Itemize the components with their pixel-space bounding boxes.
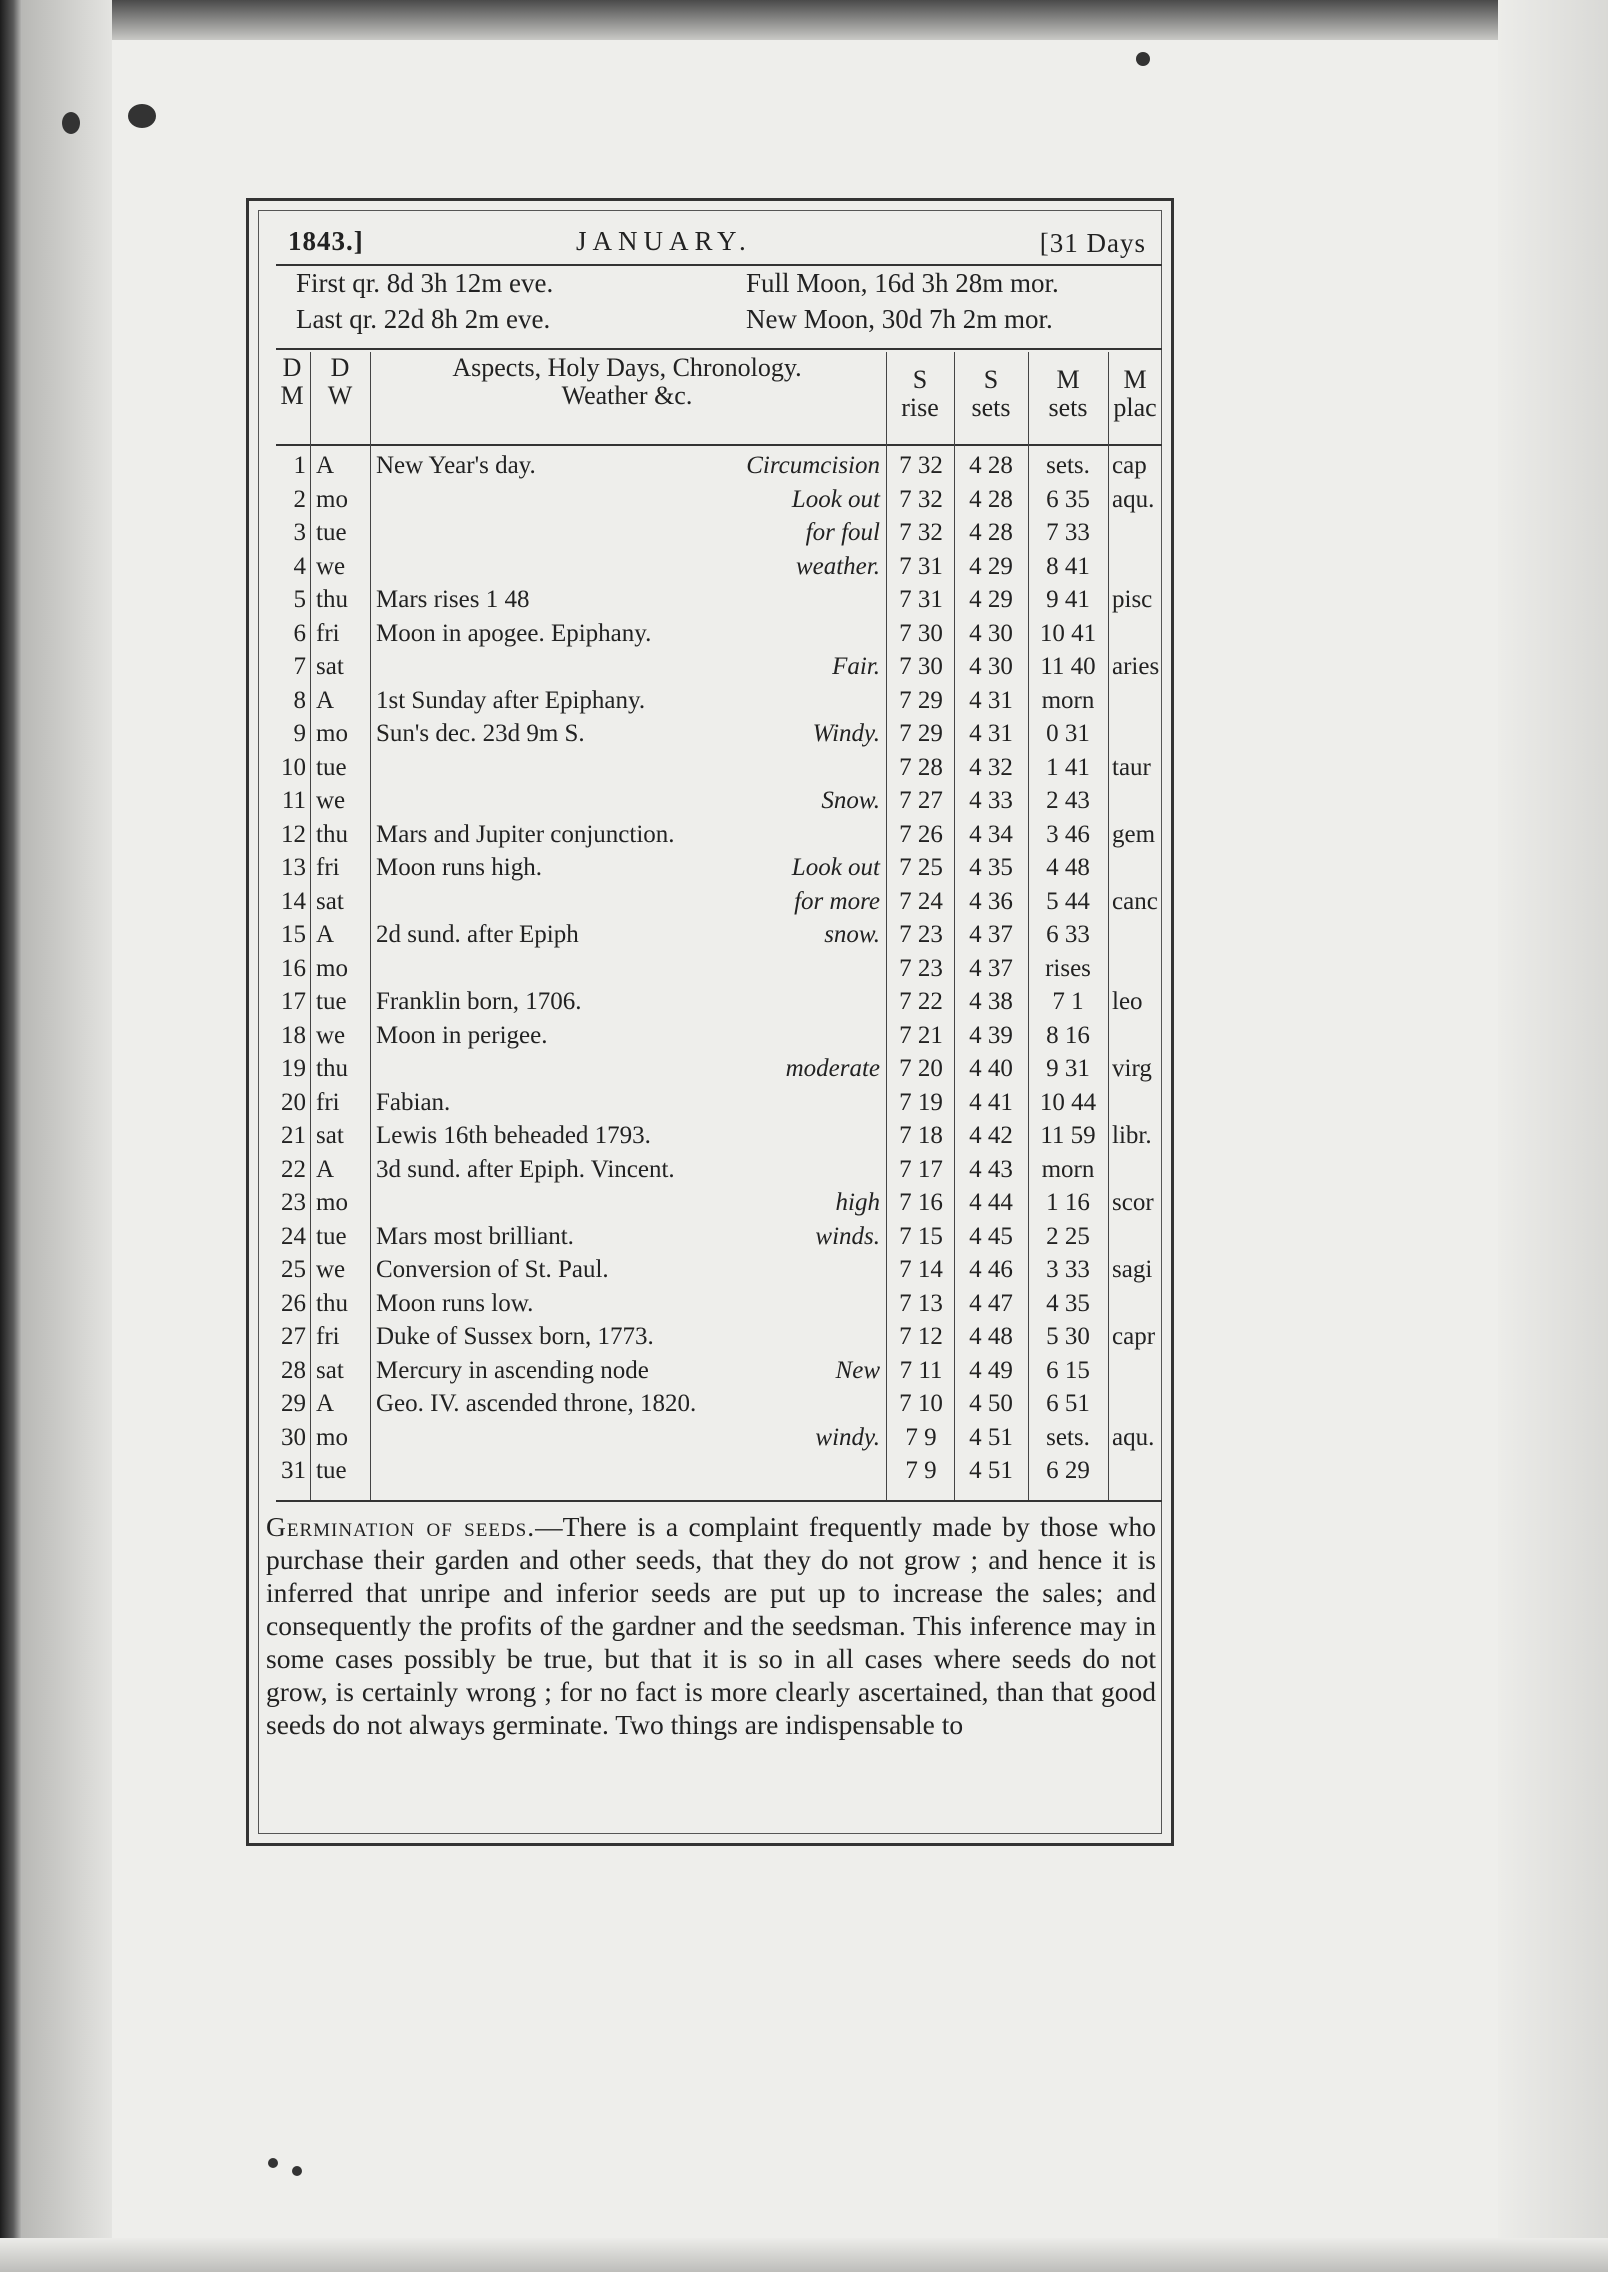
full-moon: Full Moon, 16d 3h 28m mor. bbox=[746, 268, 1059, 298]
weather-label: for foul bbox=[805, 519, 880, 546]
sun-sets: 4 37 bbox=[969, 954, 1013, 982]
col-head-day-week: D W bbox=[327, 353, 353, 410]
moon-place: taur bbox=[1112, 753, 1151, 781]
day-of-month: 7 bbox=[293, 653, 306, 680]
aspect-text: Conversion of St. Paul. bbox=[376, 1256, 609, 1283]
table-row bbox=[276, 1290, 1162, 1324]
day-of-month: 18 bbox=[281, 1021, 306, 1049]
sun-rise: 7 32 bbox=[899, 452, 943, 479]
moon-sets: 6 51 bbox=[1046, 1390, 1090, 1417]
sun-rise: 7 25 bbox=[899, 854, 943, 881]
sun-rise: 7 22 bbox=[899, 988, 943, 1015]
day-of-week: we bbox=[316, 1256, 346, 1283]
moon-sets: 11 59 bbox=[1040, 1122, 1096, 1149]
aspect-text: Moon in perigee. bbox=[376, 1021, 548, 1049]
weather-label: moderate bbox=[785, 1055, 880, 1082]
day-of-week: mo bbox=[316, 1189, 348, 1216]
moon-sets: 3 33 bbox=[1046, 1256, 1090, 1283]
sun-rise: 7 16 bbox=[899, 1189, 943, 1216]
table-row bbox=[276, 620, 1162, 654]
article-title: Germination of seeds. bbox=[266, 1511, 536, 1542]
day-of-month: 30 bbox=[281, 1423, 306, 1451]
moon-sets: rises bbox=[1045, 954, 1091, 982]
aspect-text: Franklin born, 1706. bbox=[376, 988, 582, 1015]
day-of-month: 28 bbox=[281, 1356, 306, 1384]
aspect-text: Mars rises 1 48 bbox=[376, 586, 530, 613]
table-row bbox=[276, 1424, 1162, 1458]
sun-sets: 4 41 bbox=[969, 1088, 1013, 1116]
sun-sets: 4 46 bbox=[969, 1256, 1013, 1283]
table-row bbox=[276, 553, 1162, 587]
aspect-text: Duke of Sussex born, 1773. bbox=[376, 1323, 654, 1350]
sun-rise: 7 10 bbox=[899, 1390, 943, 1417]
sun-rise: 7 9 bbox=[905, 1423, 937, 1451]
table-row bbox=[276, 586, 1162, 620]
day-of-month: 10 bbox=[281, 753, 306, 781]
page-edge-bottom bbox=[0, 2238, 1608, 2272]
header-days: [31 Days bbox=[1039, 228, 1146, 258]
day-of-month: 20 bbox=[281, 1088, 306, 1116]
day-of-month: 17 bbox=[281, 988, 306, 1015]
moon-sets: 6 35 bbox=[1046, 485, 1090, 513]
new-moon: New Moon, 30d 7h 2m mor. bbox=[746, 304, 1053, 334]
table-row bbox=[276, 1089, 1162, 1123]
day-of-month: 26 bbox=[281, 1289, 306, 1317]
sun-sets: 4 47 bbox=[969, 1289, 1013, 1317]
table-row bbox=[276, 888, 1162, 922]
moon-sets: 2 25 bbox=[1046, 1222, 1090, 1250]
day-of-month: 8 bbox=[293, 686, 306, 714]
day-of-month: 16 bbox=[281, 954, 306, 982]
moon-place: virg bbox=[1112, 1055, 1152, 1082]
moon-sets: 8 16 bbox=[1046, 1021, 1090, 1049]
moon-sets: 4 35 bbox=[1046, 1289, 1090, 1317]
day-of-week: tue bbox=[316, 519, 347, 546]
day-of-week: thu bbox=[316, 1289, 348, 1317]
day-of-month: 29 bbox=[281, 1390, 306, 1417]
day-of-month: 27 bbox=[281, 1323, 306, 1350]
day-of-week: A bbox=[316, 921, 335, 948]
day-of-month: 22 bbox=[281, 1155, 306, 1183]
weather-label: Snow. bbox=[821, 787, 880, 814]
aspect-text: Mercury in ascending node bbox=[376, 1356, 649, 1384]
aspect-text: Moon in apogee. Epiphany. bbox=[376, 619, 652, 647]
weather-label: high bbox=[835, 1189, 880, 1216]
day-of-month: 19 bbox=[281, 1055, 306, 1082]
binding-hole bbox=[1136, 52, 1150, 66]
sun-sets: 4 29 bbox=[969, 586, 1013, 613]
moon-sets: sets. bbox=[1046, 1423, 1090, 1451]
day-of-week: sat bbox=[316, 1356, 344, 1384]
moon-place: canc bbox=[1112, 887, 1158, 915]
aspect-text: Moon runs high. bbox=[376, 854, 542, 881]
moon-place: scor bbox=[1112, 1189, 1154, 1216]
day-of-week: fri bbox=[316, 619, 340, 647]
day-of-week: A bbox=[316, 452, 335, 479]
binding-hole bbox=[62, 112, 80, 134]
sun-sets: 4 28 bbox=[969, 485, 1013, 513]
day-of-week: fri bbox=[316, 1323, 340, 1350]
day-of-week: tue bbox=[316, 1457, 347, 1484]
aspect-text: Sun's dec. 23d 9m S. bbox=[376, 720, 585, 747]
sun-rise: 7 18 bbox=[899, 1122, 943, 1149]
day-of-month: 23 bbox=[281, 1189, 306, 1216]
sun-rise: 7 11 bbox=[899, 1356, 943, 1384]
day-of-week: we bbox=[316, 787, 346, 814]
day-of-month: 14 bbox=[281, 887, 306, 915]
day-of-week: mo bbox=[316, 1423, 348, 1451]
aspect-text: 2d sund. after Epiph bbox=[376, 921, 579, 948]
moon-sets: 5 44 bbox=[1046, 887, 1090, 915]
weather-label: windy. bbox=[815, 1423, 880, 1451]
day-of-week: we bbox=[316, 552, 346, 580]
sun-sets: 4 35 bbox=[969, 854, 1013, 881]
sun-sets: 4 28 bbox=[969, 452, 1013, 479]
table-row bbox=[276, 1357, 1162, 1391]
moon-sets: morn bbox=[1041, 1155, 1095, 1183]
sun-sets: 4 44 bbox=[969, 1189, 1013, 1216]
moon-place: aqu. bbox=[1112, 485, 1155, 513]
table-row bbox=[276, 1156, 1162, 1190]
moon-place: aqu. bbox=[1112, 1423, 1155, 1451]
col-head-moon-place: M plac bbox=[1113, 365, 1157, 422]
sun-sets: 4 51 bbox=[969, 1423, 1013, 1451]
aspect-text: Lewis 16th beheaded 1793. bbox=[376, 1122, 651, 1149]
article-body: —There is a complaint frequently made by those who purchase their garden and other seeds, that they do not grow ; and hence it is inferred that unripe and inferior seeds are put up to increase the sales; and consequently the profits of the gardner and the seedsman. This inference may in some cases possibly be true, but that it is so in all cases where seeds do not grow, is certainly wrong ; for no fact is more clearly ascertained, than that good seeds do not always germinate. Two things are indispensable to bbox=[266, 1511, 1156, 1740]
moon-sets: morn bbox=[1041, 686, 1095, 714]
day-of-month: 1 bbox=[293, 452, 306, 479]
sun-rise: 7 29 bbox=[899, 720, 943, 747]
table-row bbox=[276, 452, 1162, 486]
day-of-week: sat bbox=[316, 1122, 344, 1149]
moon-place: aries bbox=[1112, 653, 1160, 680]
sun-rise: 7 21 bbox=[899, 1021, 943, 1049]
day-of-month: 31 bbox=[281, 1457, 306, 1484]
sun-sets: 4 50 bbox=[969, 1390, 1013, 1417]
sun-sets: 4 48 bbox=[969, 1323, 1013, 1350]
binding-hole bbox=[128, 104, 156, 128]
day-of-week: A bbox=[316, 686, 335, 714]
weather-label: Look out bbox=[791, 485, 880, 513]
sun-rise: 7 24 bbox=[899, 887, 943, 915]
column-header-rule bbox=[276, 444, 1162, 446]
moon-sets: 8 41 bbox=[1046, 552, 1090, 580]
moon-sets: 10 44 bbox=[1039, 1088, 1097, 1116]
table-row bbox=[276, 921, 1162, 955]
table-row bbox=[276, 1256, 1162, 1290]
aspect-text: 1st Sunday after Epiphany. bbox=[376, 686, 646, 714]
sun-rise: 7 9 bbox=[905, 1457, 937, 1484]
day-of-week: we bbox=[316, 1021, 346, 1049]
header-year: 1843.] bbox=[288, 226, 364, 256]
sun-sets: 4 32 bbox=[969, 753, 1013, 781]
sun-sets: 4 29 bbox=[969, 552, 1013, 580]
sun-sets: 4 31 bbox=[969, 686, 1013, 714]
day-of-week: tue bbox=[316, 753, 347, 781]
moon-sets: 6 33 bbox=[1046, 921, 1090, 948]
day-of-week: sat bbox=[316, 887, 344, 915]
table-row bbox=[276, 1022, 1162, 1056]
moon-place: leo bbox=[1112, 988, 1143, 1015]
page-edge-right bbox=[1498, 0, 1608, 2272]
day-of-month: 13 bbox=[281, 854, 306, 881]
first-quarter: First qr. 8d 3h 12m eve. bbox=[296, 268, 554, 298]
moon-sets: 7 1 bbox=[1052, 988, 1084, 1015]
day-of-month: 5 bbox=[293, 586, 306, 613]
moon-phases bbox=[276, 266, 1162, 346]
sun-sets: 4 40 bbox=[969, 1055, 1013, 1082]
sun-sets: 4 31 bbox=[969, 720, 1013, 747]
table-row bbox=[276, 687, 1162, 721]
sun-rise: 7 28 bbox=[899, 753, 943, 781]
sun-sets: 4 51 bbox=[969, 1457, 1013, 1484]
day-of-month: 6 bbox=[293, 619, 306, 647]
moon-sets: 10 41 bbox=[1039, 619, 1097, 647]
table-row bbox=[276, 1189, 1162, 1223]
day-of-month: 2 bbox=[293, 485, 306, 513]
table-row bbox=[276, 1055, 1162, 1089]
binding-hole bbox=[292, 2166, 302, 2176]
sun-sets: 4 39 bbox=[969, 1021, 1013, 1049]
sun-sets: 4 30 bbox=[969, 619, 1013, 647]
sun-sets: 4 30 bbox=[969, 653, 1013, 680]
moon-place: sagi bbox=[1112, 1256, 1153, 1283]
sun-rise: 7 31 bbox=[899, 586, 943, 613]
day-of-week: tue bbox=[316, 1222, 347, 1250]
moon-place: capr bbox=[1112, 1323, 1156, 1350]
col-head-moon-sets: M sets bbox=[1048, 365, 1088, 422]
sun-rise: 7 32 bbox=[899, 485, 943, 513]
moon-sets: 9 31 bbox=[1046, 1055, 1090, 1082]
moon-sets: 6 29 bbox=[1046, 1457, 1090, 1484]
sun-rise: 7 14 bbox=[899, 1256, 943, 1283]
table-row bbox=[276, 1122, 1162, 1156]
table-row bbox=[276, 486, 1162, 520]
day-of-month: 21 bbox=[281, 1122, 306, 1149]
sun-sets: 4 43 bbox=[969, 1155, 1013, 1183]
header-month: JANUARY. bbox=[576, 226, 752, 256]
weather-label: winds. bbox=[815, 1222, 880, 1250]
table-row bbox=[276, 821, 1162, 855]
table-row bbox=[276, 955, 1162, 989]
table-row bbox=[276, 988, 1162, 1022]
page-header bbox=[276, 222, 1162, 266]
scan-shadow-left bbox=[0, 0, 22, 2272]
page-binding bbox=[22, 0, 112, 2272]
table-row bbox=[276, 1323, 1162, 1357]
moon-sets: 11 40 bbox=[1040, 653, 1096, 680]
sun-rise: 7 31 bbox=[899, 552, 943, 580]
aspect-text: Fabian. bbox=[376, 1088, 451, 1116]
day-of-week: thu bbox=[316, 820, 348, 848]
moon-sets: 1 16 bbox=[1046, 1189, 1090, 1216]
weather-label: weather. bbox=[795, 552, 880, 580]
moon-place: gem bbox=[1112, 820, 1156, 848]
aspect-text: Mars and Jupiter conjunction. bbox=[376, 820, 675, 848]
moon-sets: 1 41 bbox=[1046, 753, 1090, 781]
table-row bbox=[276, 1390, 1162, 1424]
moon-place: pisc bbox=[1112, 586, 1153, 613]
day-of-week: thu bbox=[316, 1055, 348, 1082]
sun-rise: 7 30 bbox=[899, 619, 943, 647]
last-quarter: Last qr. 22d 8h 2m eve. bbox=[296, 304, 551, 334]
sun-rise: 7 29 bbox=[899, 686, 943, 714]
article bbox=[266, 1510, 1156, 1741]
sun-sets: 4 45 bbox=[969, 1222, 1013, 1250]
table-row bbox=[276, 653, 1162, 687]
weather-label: for more bbox=[794, 887, 880, 915]
table-row bbox=[276, 1223, 1162, 1257]
aspect-text: Geo. IV. ascended throne, 1820. bbox=[376, 1390, 697, 1417]
col-head-day-month: D M bbox=[280, 353, 304, 410]
sun-sets: 4 49 bbox=[969, 1356, 1013, 1384]
col-head-aspects: Aspects, Holy Days, Chronology. Weather &c. bbox=[452, 353, 802, 410]
weather-label: New bbox=[835, 1356, 880, 1384]
day-of-week: A bbox=[316, 1155, 335, 1183]
aspect-text: New Year's day. bbox=[376, 452, 536, 479]
sun-rise: 7 26 bbox=[899, 820, 943, 848]
moon-sets: 4 48 bbox=[1046, 854, 1090, 881]
day-of-month: 24 bbox=[281, 1222, 306, 1250]
moon-sets: 5 30 bbox=[1046, 1323, 1090, 1350]
table-row bbox=[276, 519, 1162, 553]
moon-sets: 3 46 bbox=[1046, 820, 1090, 848]
moon-sets: 7 33 bbox=[1046, 519, 1090, 546]
day-of-week: fri bbox=[316, 854, 340, 881]
table-row bbox=[276, 787, 1162, 821]
day-of-week: mo bbox=[316, 954, 348, 982]
col-head-sun-sets: S sets bbox=[971, 365, 1011, 422]
day-of-week: tue bbox=[316, 988, 347, 1015]
sun-sets: 4 37 bbox=[969, 921, 1013, 948]
moon-sets: 6 15 bbox=[1046, 1356, 1090, 1384]
sun-rise: 7 13 bbox=[899, 1289, 943, 1317]
moon-place: cap bbox=[1112, 452, 1147, 479]
day-of-month: 9 bbox=[293, 720, 306, 747]
table-bottom-rule bbox=[276, 1500, 1162, 1502]
table-row bbox=[276, 754, 1162, 788]
sun-sets: 4 36 bbox=[969, 887, 1013, 915]
sun-rise: 7 23 bbox=[899, 921, 943, 948]
sun-rise: 7 17 bbox=[899, 1155, 943, 1183]
weather-label: Circumcision bbox=[746, 452, 880, 479]
aspect-text: Moon runs low. bbox=[376, 1289, 534, 1317]
weather-label: Look out bbox=[791, 854, 880, 881]
sun-rise: 7 12 bbox=[899, 1323, 943, 1350]
table-row bbox=[276, 1457, 1162, 1491]
day-of-week: A bbox=[316, 1390, 335, 1417]
day-of-week: mo bbox=[316, 720, 348, 747]
sun-rise: 7 19 bbox=[899, 1088, 943, 1116]
moon-sets: 9 41 bbox=[1046, 586, 1090, 613]
weather-label: Windy. bbox=[812, 720, 880, 747]
sun-rise: 7 15 bbox=[899, 1222, 943, 1250]
day-of-week: mo bbox=[316, 485, 348, 513]
sun-sets: 4 34 bbox=[969, 820, 1013, 848]
aspect-text: 3d sund. after Epiph. Vincent. bbox=[376, 1155, 675, 1183]
moon-place: libr. bbox=[1112, 1122, 1152, 1149]
weather-label: snow. bbox=[824, 921, 880, 948]
sun-sets: 4 38 bbox=[969, 988, 1013, 1015]
day-of-week: fri bbox=[316, 1088, 340, 1116]
moon-sets: 2 43 bbox=[1046, 787, 1090, 814]
scan-shadow-top bbox=[0, 0, 1608, 40]
col-head-sun-rise: S rise bbox=[901, 365, 939, 422]
day-of-month: 4 bbox=[293, 552, 306, 580]
day-of-week: thu bbox=[316, 586, 348, 613]
weather-label: Fair. bbox=[832, 653, 880, 680]
day-of-month: 11 bbox=[281, 787, 306, 814]
sun-rise: 7 30 bbox=[899, 653, 943, 680]
aspect-text: Mars most brilliant. bbox=[376, 1222, 574, 1250]
moon-rule bbox=[276, 348, 1162, 350]
sun-rise: 7 32 bbox=[899, 519, 943, 546]
table-row bbox=[276, 854, 1162, 888]
sun-sets: 4 42 bbox=[969, 1122, 1013, 1149]
day-of-week: sat bbox=[316, 653, 344, 680]
table-row bbox=[276, 720, 1162, 754]
day-of-month: 3 bbox=[293, 519, 306, 546]
sun-rise: 7 27 bbox=[899, 787, 943, 814]
sun-rise: 7 23 bbox=[899, 954, 943, 982]
day-of-month: 15 bbox=[281, 921, 306, 948]
day-of-month: 12 bbox=[281, 820, 306, 848]
sun-rise: 7 20 bbox=[899, 1055, 943, 1082]
moon-sets: sets. bbox=[1046, 452, 1090, 479]
moon-sets: 0 31 bbox=[1046, 720, 1090, 747]
sun-sets: 4 33 bbox=[969, 787, 1013, 814]
binding-hole bbox=[268, 2158, 278, 2168]
sun-sets: 4 28 bbox=[969, 519, 1013, 546]
day-of-month: 25 bbox=[281, 1256, 306, 1283]
